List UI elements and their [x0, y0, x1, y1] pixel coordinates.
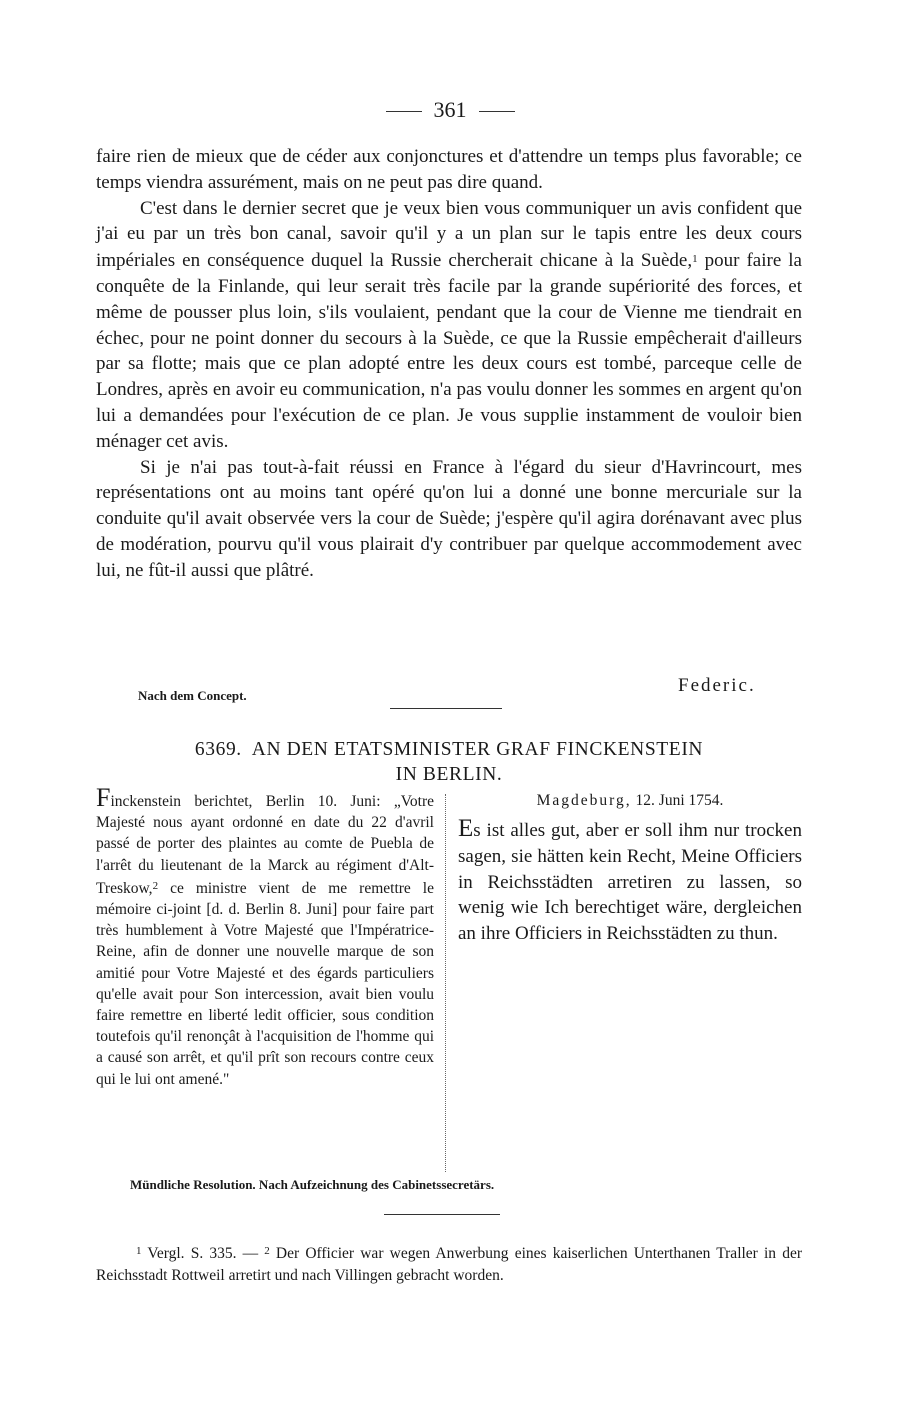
resolution-dropcap: E: [458, 815, 474, 842]
letter-paragraph-2-part-a: C'est dans le dernier secret que je veux bien vous communiquer un avis confident que j'ai eu par un très bon canal, savoir qu'il y a un plan sur le tapis entre les deux cours impériales en conséquence duquel la Russie chercherait chicane à la Suède,: [96, 197, 802, 272]
page-number-rule-right: [479, 111, 515, 112]
letter-paragraph-3: Si je n'ai pas tout-à-fait réussi en France à l'égard du sieur d'Havrincourt, mes représentations ont au moins tant opéré qu'on lui a donné une bonne mercuriale sur la conduite qu'il avait observée vers la cour de Suède; j'espère qu'il agira dorénavant avec plus de modération, pourvu qu'il vous plairait d'y contribuer par quelque accommodement avec lui, ne fût-il aussi que plâtré.: [96, 456, 802, 581]
page-number-text: 361: [433, 97, 467, 122]
footnote-ref-1: 1: [692, 253, 698, 266]
document-heading: [96, 737, 802, 787]
resolution-text: [458, 816, 802, 947]
footnote-divider: [384, 1214, 500, 1215]
letter-paragraph-2: [96, 196, 802, 455]
resolution-column: [458, 790, 802, 947]
footnote-ref-2: 2: [152, 879, 159, 892]
footnote-1-mark: 1: [136, 1245, 142, 1257]
heading-title-1: AN DEN ETATSMINISTER GRAF FINCKENSTEIN: [251, 739, 704, 760]
report-dropcap: F: [96, 783, 111, 812]
report-column: [96, 783, 434, 1090]
oral-resolution-note: Mündliche Resolution. Nach Aufzeichnung des Cabinetssecretärs.: [130, 1177, 495, 1192]
letter-continuation: [96, 144, 802, 584]
resolution-place: Magdeburg,: [536, 792, 632, 809]
section-divider: [390, 708, 502, 709]
footnote-line: [96, 1240, 802, 1287]
letter-paragraph-2-part-b: pour faire la conquête de la Finlande, qui leur serait très facile par la grande supériorité des forces, et même de pousser plus loin, s'ils voulaient, pendant que la cour de Vienne me tiendrait en échec, pour ne point donner du secours à la Suède, ce que la Russie empêcherait d'ailleurs par sa flotte; mais que ce plan adopté entre les deux cours est tombé, parceque celle de Londres, après en avoir eu communication, n'a pas voulu donner les sommes en argent qu'on lui a demandées pour l'exécution de ce plan. Je vous supplie instamment de vouloir bien ménager cet avis.: [96, 250, 802, 452]
page-number: [0, 96, 900, 124]
column-divider: [445, 794, 446, 1172]
signature: Federic.: [678, 675, 756, 696]
heading-line-1: [96, 737, 802, 762]
page-number-rule-left: [386, 111, 422, 112]
footnote-1-text: Vergl. S. 335. —: [141, 1245, 265, 1262]
document-number: 6369.: [194, 739, 242, 760]
heading-title-2: IN BERLIN.: [395, 764, 503, 785]
report-text-a: inckenstein berichtet, Berlin 10. Juni: „Votre Majesté nous ayant ordonné en date du 22 d'avril passé de porter des plaintes au comte de Puebla de l'arrêt du lieutenant de la Marck au régiment d'Alt-Treskow,: [96, 793, 434, 897]
letter-paragraph-1: faire rien de mieux que de céder aux conjonctures et d'attendre un temps plus favorable; ce temps viendra assurément, mais on ne peut pas dire quand.: [96, 146, 802, 193]
report-text-b: ce ministre vient de me remettre le mémoire ci-joint [d. d. Berlin 8. Juni] pour faire part très humblement à Votre Majesté que l'Impératrice-Reine, afin de donner une nouvelle marque de son amitié pour Votre Majesté et des égards particuliers qu'elle avait pour Son intercession, avait bien voulu faire remettre en liberté ledit officier, sous condition toutefois qu'il renonçât à l'acquisition de l'homme qui a causé son arrêt, et qu'il prît son recours contre ceux qui le lui ont amené.": [96, 879, 434, 1088]
footnote-2-mark: 2: [264, 1245, 270, 1257]
resolution-body: s ist alles gut, aber er soll ihm nur trocken sagen, sie hätten kein Recht, Meine Officiers in Reichsstädten arretiren zu lassen, so wenig wie Ich berechtiget wäre, dergleichen an ihre Officiers in Reichsstädten zu thun.: [458, 820, 802, 945]
footnote-2-text: Der Officier war wegen Anwerbung eines kaiserlichen Unterthanen Traller in der Reichsstadt Rottweil arretirt und nach Villingen gebracht worden.: [96, 1245, 802, 1284]
source-note: Nach dem Concept.: [138, 688, 247, 703]
resolution-date: 12. Juni 1754.: [635, 792, 724, 809]
place-date: [458, 790, 802, 812]
footnotes: [96, 1240, 802, 1287]
